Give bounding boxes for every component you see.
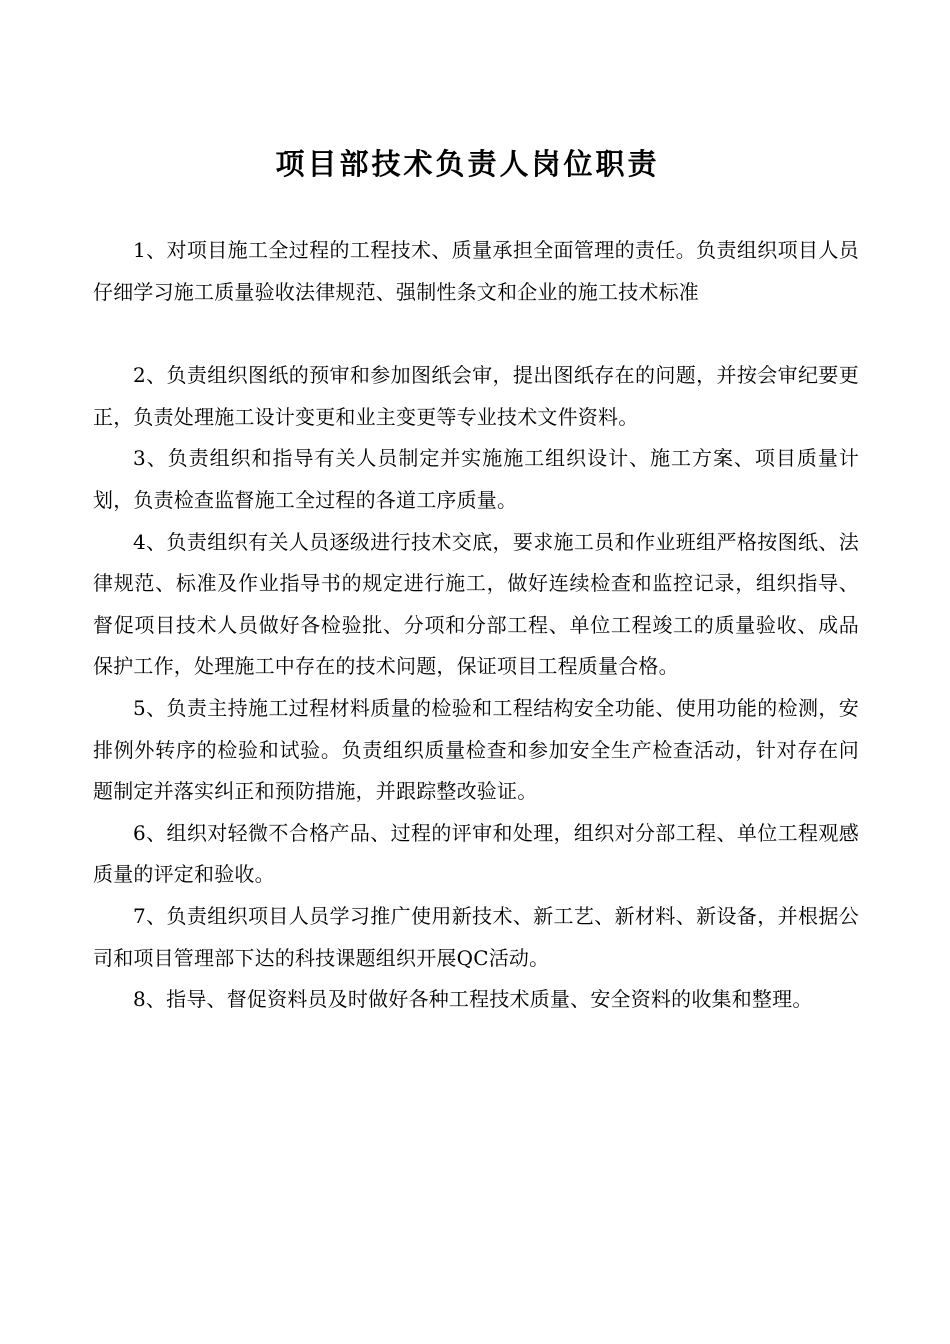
paragraph-7: 7、负责组织项目人员学习推广使用新技术、新工艺、新材料、新设备，并根据公司和项目管理部下达的科技课题组织开展QC活动。 bbox=[93, 903, 859, 970]
paragraph-5: 5、负责主持施工过程材料质量的检验和工程结构安全功能、使用功能的检测，安排例外转序的检验和试验。负责组织质量检查和参加安全生产检查活动，针对存在问题制定并落实纠正和预防措施，并跟踪整改验证。 bbox=[93, 695, 859, 804]
document-body bbox=[93, 230, 859, 1021]
paragraph-1: 1、对项目施工全过程的工程技术、质量承担全面管理的责任。负责组织项目人员仔细学习施工质量验收法律规范、强制性条文和企业的施工技术标准 bbox=[93, 238, 859, 304]
document-title: 项目部技术负责人岗位职责 bbox=[275, 147, 660, 181]
paragraph-8: 8、指导、督促资料员及时做好各种工程技术质量、安全资料的收集和整理。 bbox=[133, 987, 813, 1012]
paragraph-2: 2、负责组织图纸的预审和参加图纸会审，提出图纸存在的问题，并按会审纪要更正，负责处理施工设计变更和业主变更等专业技术文件资料。 bbox=[93, 363, 859, 429]
paragraph-6: 6、组织对轻微不合格产品、过程的评审和处理，组织对分部工程、单位工程观感质量的评定和验收。 bbox=[93, 820, 859, 887]
paragraph-3: 3、负责组织和指导有关人员制定并实施施工组织设计、施工方案、项目质量计划，负责检查监督施工全过程的各道工序质量。 bbox=[93, 446, 859, 512]
paragraph-4: 4、负责组织有关人员逐级进行技术交底，要求施工员和作业班组严格按图纸、法律规范、标准及作业指导书的规定进行施工，做好连续检查和监控记录，组织指导、督促项目技术人员做好各检验批、分项和分部工程、单位工程竣工的质量验收、成品保护工作，处理施工中存在的技术问题，保证项目工程质量合格。 bbox=[93, 529, 859, 679]
